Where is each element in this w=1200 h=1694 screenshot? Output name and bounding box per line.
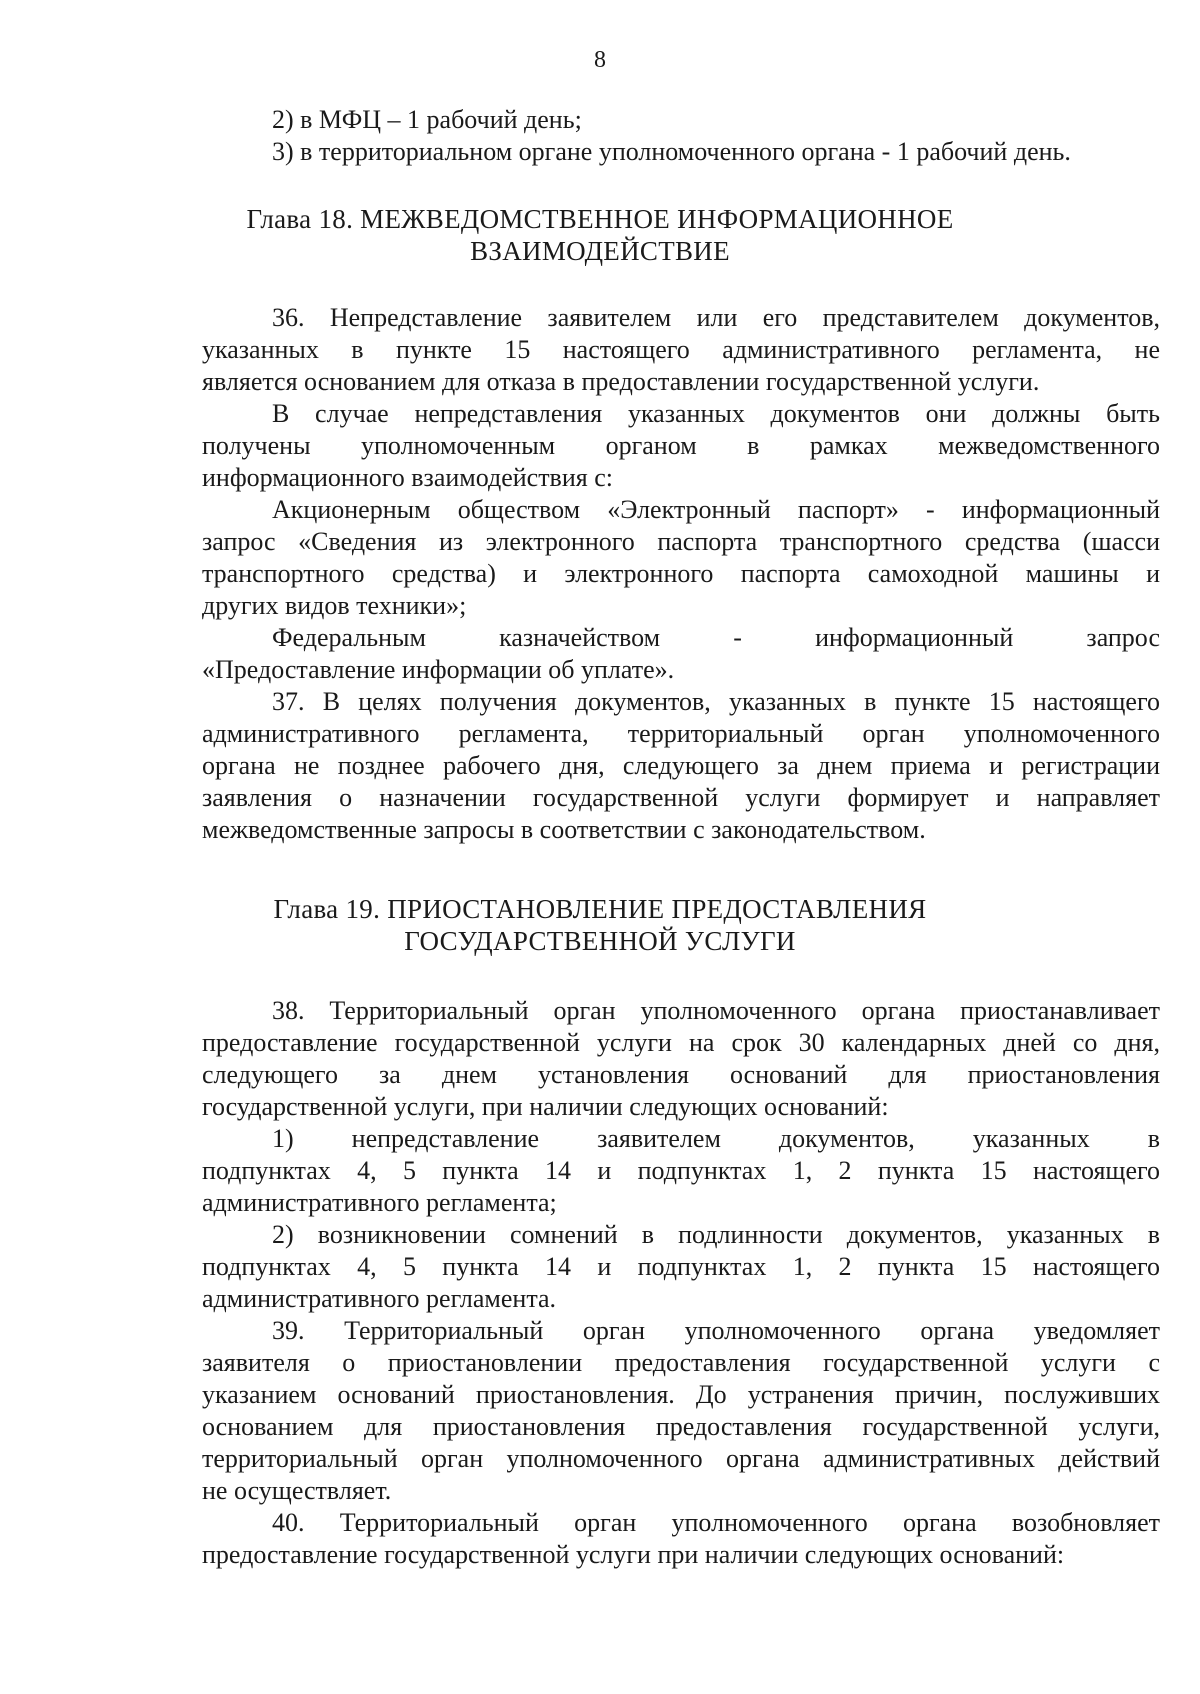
chapter-heading: Глава 18. МЕЖВЕДОМСТВЕННОЕ ИНФОРМАЦИОННОЕ <box>246 204 954 234</box>
paragraph-line: территориальный орган уполномоченного органа административных действий <box>202 1444 1160 1473</box>
page-number: 8 <box>594 47 606 73</box>
paragraph-line: органа не позднее рабочего дня, следующего за днем приема и регистрации <box>202 751 1160 780</box>
paragraph-line: основанием для приостановления предоставления государственной услуги, <box>202 1412 1160 1441</box>
paragraph-line: 40. Территориальный орган уполномоченного органа возобновляет <box>272 1508 1160 1537</box>
paragraph-line: следующего за днем установления оснований для приостановления <box>202 1060 1160 1089</box>
paragraph-line: заявления о назначении государственной услуги формирует и направляет <box>202 783 1160 812</box>
paragraph-line: не осуществляет. <box>202 1476 392 1505</box>
paragraph-line: административного регламента; <box>202 1188 557 1217</box>
paragraph-line: 1) непредставление заявителем документов, указанных в <box>272 1124 1160 1153</box>
paragraph-line: предоставление государственной услуги при наличии следующих оснований: <box>202 1540 1065 1569</box>
paragraph-line: В случае непредставления указанных документов они должны быть <box>272 399 1160 428</box>
paragraph-line: Акционерным обществом «Электронный паспорт» - информационный <box>272 495 1160 524</box>
paragraph-line: подпунктах 4, 5 пункта 14 и подпунктах 1, 2 пункта 15 настоящего <box>202 1156 1160 1185</box>
paragraph-line: 36. Непредставление заявителем или его представителем документов, <box>272 303 1160 332</box>
paragraph-line: подпунктах 4, 5 пункта 14 и подпунктах 1, 2 пункта 15 настоящего <box>202 1252 1160 1281</box>
chapter-heading: ВЗАИМОДЕЙСТВИЕ <box>470 236 730 266</box>
paragraph-line: заявителя о приостановлении предоставления государственной услуги с <box>202 1348 1160 1377</box>
paragraph-line: транспортного средства) и электронного паспорта самоходной машины и <box>202 559 1160 588</box>
paragraph-line: информационного взаимодействия с: <box>202 463 613 492</box>
paragraph-line: «Предоставление информации об уплате». <box>202 655 675 684</box>
paragraph-line: Федеральным казначейством - информационный запрос <box>272 623 1160 652</box>
paragraph-line: указанием оснований приостановления. До устранения причин, послуживших <box>202 1380 1160 1409</box>
chapter-heading: Глава 19. ПРИОСТАНОВЛЕНИЕ ПРЕДОСТАВЛЕНИЯ <box>273 894 927 924</box>
paragraph-line: указанных в пункте 15 настоящего административного регламента, не <box>202 335 1160 364</box>
paragraph-line: государственной услуги, при наличии следующих оснований: <box>202 1092 889 1121</box>
paragraph-line: предоставление государственной услуги на срок 30 календарных дней со дня, <box>202 1028 1160 1057</box>
paragraph-line: административного регламента, территориальный орган уполномоченного <box>202 719 1160 748</box>
paragraph-line: 2) возникновении сомнений в подлинности документов, указанных в <box>272 1220 1160 1249</box>
list-item: 2) в МФЦ – 1 рабочий день; <box>272 105 582 134</box>
paragraph-line: является основанием для отказа в предоставлении государственной услуги. <box>202 367 1040 396</box>
paragraph-line: получены уполномоченным органом в рамках межведомственного <box>202 431 1160 460</box>
chapter-heading: ГОСУДАРСТВЕННОЙ УСЛУГИ <box>404 926 796 956</box>
paragraph-line: других видов техники»; <box>202 591 467 620</box>
paragraph-line: 37. В целях получения документов, указанных в пункте 15 настоящего <box>272 687 1160 716</box>
list-item: 3) в территориальном органе уполномоченного органа - 1 рабочий день. <box>272 137 1071 166</box>
paragraph-line: 39. Территориальный орган уполномоченного органа уведомляет <box>272 1316 1160 1345</box>
paragraph-line: межведомственные запросы в соответствии с законодательством. <box>202 815 926 844</box>
paragraph-line: запрос «Сведения из электронного паспорта транспортного средства (шасси <box>202 527 1160 556</box>
paragraph-line: административного регламента. <box>202 1284 557 1313</box>
paragraph-line: 38. Территориальный орган уполномоченного органа приостанавливает <box>272 996 1160 1025</box>
